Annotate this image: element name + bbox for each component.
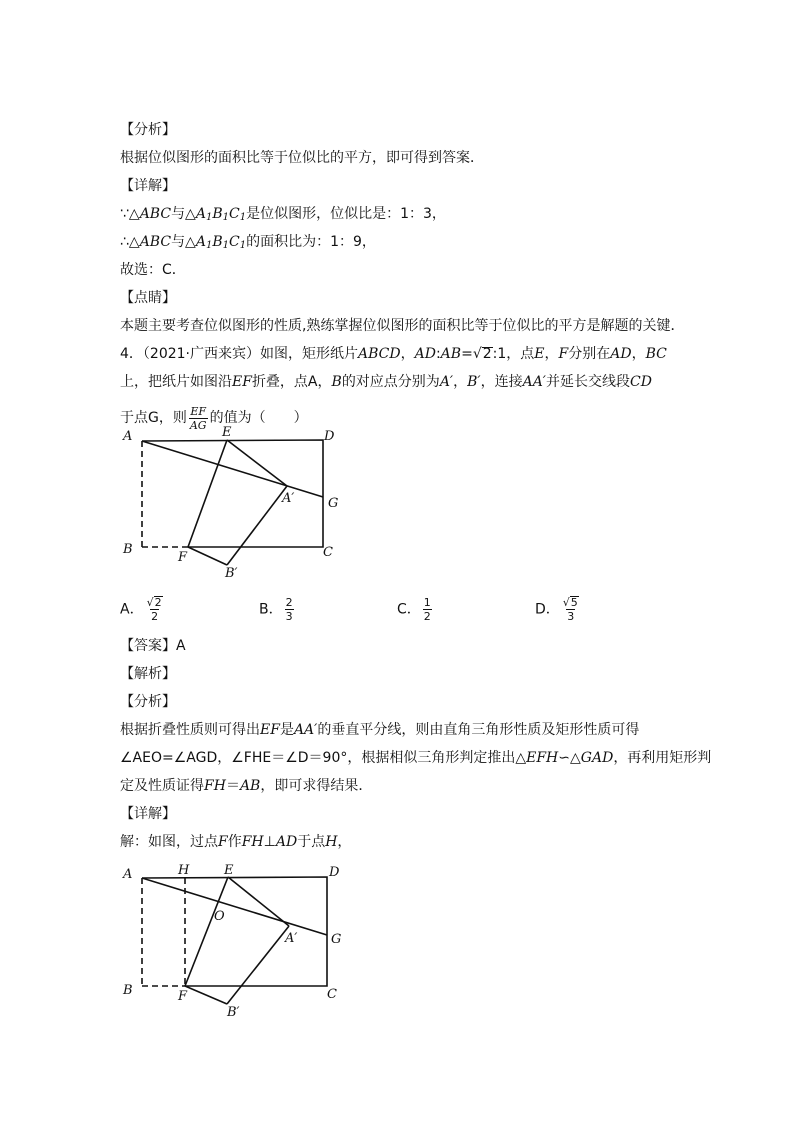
- fig2-line-ab: [227, 926, 289, 1004]
- fig2-label-b: B: [123, 983, 133, 998]
- problem-line-3: 于点G，则 $\frac{EF}{AG}$ 的值为（ ）: [120, 404, 308, 432]
- fig1-line-ag: [142, 441, 323, 497]
- solution-analysis-line-2: ∠AEO=∠AGD，∠FHE＝∠D＝90°，根据相似三角形判定推出△EFH∽△GAD，再利用矩形判: [120, 750, 712, 766]
- section-analysis-label-2: 【分析】: [120, 694, 176, 710]
- ef-over-ag-fraction: $\frac{EF}{AG}$: [189, 404, 207, 432]
- choice-text: 故选：C．: [120, 262, 186, 278]
- fig2-rect-solid: [142, 877, 327, 986]
- section-detail-label: 【详解】: [120, 178, 176, 194]
- option-d[interactable]: D． $\frac{√5}{3}$: [535, 596, 578, 623]
- detail-line-2: ∴△ABC与△A1B1C1的面积比为：1：9，: [120, 234, 376, 251]
- fig2-label-h: H: [178, 863, 190, 878]
- problem-line-2: 上，把纸片如图沿EF折叠，点A，B的对应点分别为A′，B′，连接AA′并延长交线段CD: [120, 374, 652, 390]
- fig1-label-c: C: [323, 545, 333, 560]
- fig1-label-a1: A′: [282, 491, 295, 506]
- detail-line-1: ∵△ABC与△A1B1C1是位似图形，位似比是：1：3，: [120, 206, 446, 223]
- solution-analysis-line-3: 定及性质证得FH＝AB，即可求得结果．: [120, 778, 373, 794]
- fig1-label-b1: B′: [225, 566, 238, 581]
- fig1-label-e: E: [222, 425, 232, 440]
- fig1-label-f: F: [178, 550, 188, 565]
- section-analysis-label: 【分析】: [120, 122, 176, 138]
- fig2-label-d: D: [329, 865, 340, 880]
- solution-analysis-line-1: 根据折叠性质则可得出EF是AA′的垂直平分线，则由直角三角形性质及矩形性质可得: [120, 722, 640, 738]
- fig1-label-b: B: [123, 542, 133, 557]
- fig2-label-c: C: [327, 987, 337, 1002]
- fig2-label-a1: A′: [285, 931, 298, 946]
- fig2-label-f: F: [178, 989, 188, 1004]
- fig1-line-ea: [227, 440, 287, 486]
- option-b[interactable]: B． $\frac{2}{3}$: [259, 596, 293, 623]
- analysis-text: 根据位似图形的面积比等于位似比的平方，即可得到答案．: [120, 150, 484, 166]
- option-a[interactable]: A． $\frac{√2}{2}$: [120, 596, 162, 623]
- fig2-line-bf: [185, 986, 227, 1004]
- comment-text: 本题主要考查位似图形的性质,熟练掌握位似图形的面积比等于位似比的平方是解题的关键．: [120, 318, 685, 334]
- fig1-label-d: D: [324, 429, 335, 444]
- fig2-label-a: A: [123, 867, 133, 882]
- answer-text: 【答案】A: [120, 638, 186, 654]
- fig1-label-g: G: [328, 496, 339, 511]
- problem-line-1: 4．（2021·广西来宾）如图，矩形纸片ABCD，AD:AB=√2:1，点E，F分别在AD，BC: [120, 346, 667, 362]
- fig2-label-o: O: [214, 909, 225, 924]
- detail-construction-line: 解：如图，过点F作FH⊥AD于点H，: [120, 834, 352, 850]
- fig2-line-ef: [185, 877, 228, 986]
- fig1-rect-solid: [142, 440, 323, 547]
- fig2-line-ag: [142, 878, 327, 935]
- fig2-label-g: G: [331, 932, 342, 947]
- fig1-label-a: A: [123, 429, 133, 444]
- section-detail-label-2: 【详解】: [120, 806, 176, 822]
- section-solution-label: 【解析】: [120, 666, 176, 682]
- fig2-line-ea: [228, 877, 289, 926]
- option-c[interactable]: C． $\frac{1}{2}$: [397, 596, 431, 623]
- fig1-line-bf: [188, 547, 227, 565]
- section-comment-label: 【点睛】: [120, 290, 176, 306]
- fig1-line-ab: [227, 486, 287, 565]
- fig2-label-e: E: [224, 863, 234, 878]
- fig1-line-ef: [188, 440, 227, 547]
- fig2-label-b1: B′: [227, 1005, 240, 1020]
